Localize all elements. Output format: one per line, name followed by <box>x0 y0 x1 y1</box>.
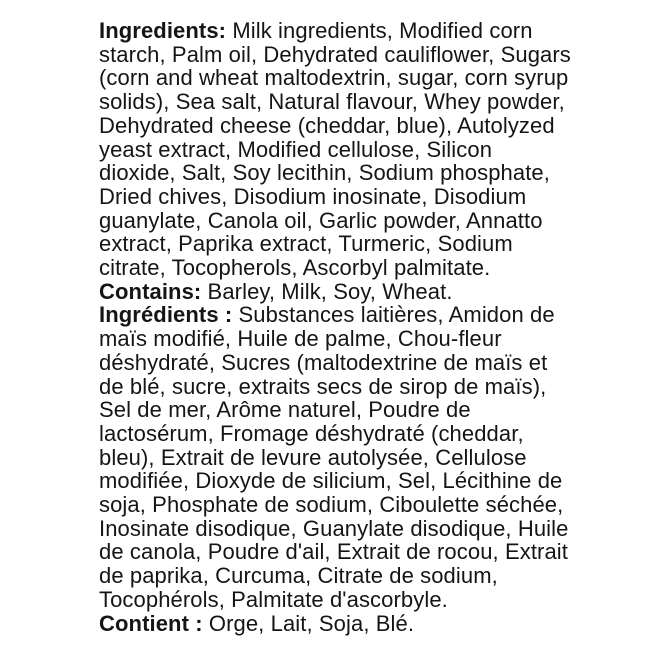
label-line-bold-prefix: Ingredients: <box>99 18 227 43</box>
label-line-text: extract, Paprika extract, Turmeric, Sodium <box>99 231 513 257</box>
label-line-text: Dehydrated cheese (cheddar, blue), Autolyzed <box>99 112 555 138</box>
label-line-text: Barley, Milk, Soy, Wheat. <box>201 278 453 304</box>
label-line <box>99 446 650 470</box>
label-line <box>99 90 650 114</box>
label-line-text: de blé, sucre, extraits secs de sirop de maïs), <box>99 373 547 399</box>
label-line <box>99 114 650 138</box>
label-line-text: Substances laitières, Amidon de <box>232 302 555 328</box>
label-line <box>99 493 650 517</box>
label-line <box>99 612 650 636</box>
label-line-bold-prefix: Contains: <box>99 278 202 304</box>
label-line <box>99 327 650 351</box>
label-line <box>99 517 650 541</box>
label-line-text: (corn and wheat maltodextrin, sugar, corn syrup <box>99 65 569 91</box>
label-line-text: guanylate, Canola oil, Garlic powder, Annatto <box>99 207 543 233</box>
label-line <box>99 256 650 280</box>
label-line-text: yeast extract, Modified cellulose, Silicon <box>99 136 493 162</box>
ingredients-text-block <box>99 19 650 635</box>
label-line-text: Tocophérols, Palmitate d'ascorbyle. <box>99 586 448 612</box>
label-line-text: citrate, Tocopherols, Ascorbyl palmitate. <box>99 255 491 281</box>
label-line-text: soja, Phosphate de sodium, Ciboulette séchée, <box>99 492 564 518</box>
label-line-text: bleu), Extrait de levure autolysée, Cellulose <box>99 444 527 470</box>
label-line-text: Dried chives, Disodium inosinate, Disodium <box>99 183 527 209</box>
label-line <box>99 43 650 67</box>
label-line-bold-prefix: Ingrédients : <box>99 302 233 328</box>
label-line-text: starch, Palm oil, Dehydrated cauliflower, Sugars <box>99 41 571 67</box>
label-line <box>99 588 650 612</box>
label-line-text: de paprika, Curcuma, Citrate de sodium, <box>99 563 498 589</box>
label-line <box>99 161 650 185</box>
label-line-text: modifiée, Dioxyde de silicium, Sel, Lécithine de <box>99 468 563 494</box>
label-line-text: Sel de mer, Arôme naturel, Poudre de <box>99 397 471 423</box>
label-line <box>99 375 650 399</box>
label-line-text: Inosinate disodique, Guanylate disodique, Huile <box>99 515 569 541</box>
label-line-text: lactosérum, Fromage déshydraté (cheddar, <box>99 420 524 446</box>
label-line-text: déshydraté, Sucres (maltodextrine de maïs et <box>99 349 548 375</box>
label-line <box>99 185 650 209</box>
label-line <box>99 351 650 375</box>
label-line <box>99 66 650 90</box>
label-line-bold-prefix: Contient : <box>99 610 203 636</box>
label-line <box>99 540 650 564</box>
label-line-text: Orge, Lait, Soja, Blé. <box>202 610 415 636</box>
label-line <box>99 398 650 422</box>
label-line <box>99 19 650 43</box>
label-line <box>99 280 650 304</box>
label-line <box>99 422 650 446</box>
label-line <box>99 232 650 256</box>
label-line-text: Milk ingredients, Modified corn <box>226 18 533 43</box>
label-line <box>99 303 650 327</box>
label-line <box>99 469 650 493</box>
label-line-text: maïs modifié, Huile de palme, Chou-fleur <box>99 326 502 352</box>
label-line <box>99 564 650 588</box>
label-line <box>99 138 650 162</box>
label-line-text: solids), Sea salt, Natural flavour, Whey powder, <box>99 89 565 115</box>
label-line-text: dioxide, Salt, Soy lecithin, Sodium phosphate, <box>99 160 550 186</box>
label-line <box>99 209 650 233</box>
label-line-text: de canola, Poudre d'ail, Extrait de rocou, Extrait <box>99 539 569 565</box>
